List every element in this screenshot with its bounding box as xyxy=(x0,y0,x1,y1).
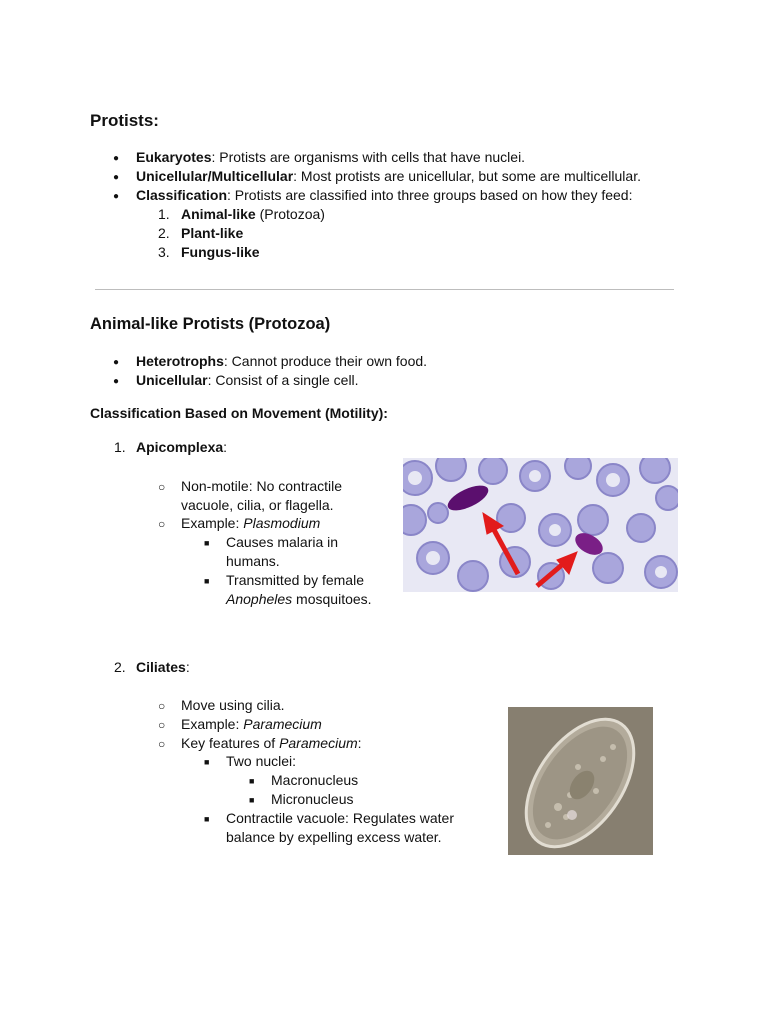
list-item-continued: balance by expelling excess water. xyxy=(226,829,442,845)
ciliates-title xyxy=(136,658,190,677)
list-item-continued: humans. xyxy=(226,553,280,569)
square-bullet-icon xyxy=(204,809,209,830)
example-name: Paramecium xyxy=(243,716,322,732)
term-classification: Classification xyxy=(136,187,228,203)
circle-bullet-icon xyxy=(158,477,165,497)
group-term: Plant-like xyxy=(181,225,244,241)
definition: : Most protists are unicellular, but some are multicellular. xyxy=(293,168,641,184)
colon: : xyxy=(357,735,362,751)
term-heterotrophs: Heterotrophs xyxy=(136,353,224,369)
bullet-icon xyxy=(113,148,119,169)
square-bullet-icon xyxy=(249,790,254,811)
term-apicomplexa: Apicomplexa xyxy=(136,439,224,455)
species-name: Anopheles xyxy=(226,591,293,607)
list-item: Macronucleus xyxy=(271,772,359,788)
list-item: Transmitted by female xyxy=(226,572,364,588)
circle-bullet-icon xyxy=(158,734,165,754)
example-name: Plasmodium xyxy=(243,515,321,531)
list-item xyxy=(136,352,427,371)
list-item xyxy=(181,224,243,243)
page-title: Protists: xyxy=(90,111,159,130)
list-item: Move using cilia. xyxy=(181,697,285,713)
bullet-icon xyxy=(113,167,119,188)
group-number: 1. xyxy=(158,206,170,222)
term-eukaryotes: Eukaryotes xyxy=(136,149,212,165)
list-item: Non-motile: No contractile xyxy=(181,478,343,494)
bullet-icon xyxy=(113,371,119,392)
list-item xyxy=(136,186,632,205)
list-item xyxy=(136,167,641,186)
square-bullet-icon xyxy=(204,571,209,592)
group-number: 2. xyxy=(158,225,170,241)
list-item-continued: vacuole, cilia, or flagella. xyxy=(181,497,334,513)
bullet-icon xyxy=(113,186,119,207)
list-item-continued xyxy=(226,590,372,609)
definition: : Protists are classified into three groups based on how they feed: xyxy=(227,187,633,203)
key-label: Key features of xyxy=(181,735,280,751)
item-number: 2. xyxy=(114,659,126,675)
list-item xyxy=(181,243,260,262)
square-bullet-icon xyxy=(249,771,254,792)
subsection-heading: Classification Based on Movement (Motility): xyxy=(90,405,388,421)
list-item xyxy=(181,514,320,533)
definition: : Cannot produce their own food. xyxy=(223,353,428,369)
term-ciliates: Ciliates xyxy=(136,659,186,675)
text: mosquitoes. xyxy=(292,591,372,607)
square-bullet-icon xyxy=(204,752,209,773)
list-item xyxy=(181,205,325,224)
square-bullet-icon xyxy=(204,533,209,554)
section-heading: Animal-like Protists (Protozoa) xyxy=(90,315,331,333)
list-item xyxy=(181,715,322,734)
circle-bullet-icon xyxy=(158,715,165,735)
definition: : Consist of a single cell. xyxy=(207,372,359,388)
section-divider xyxy=(95,289,674,290)
list-item: Contractile vacuole: Regulates water xyxy=(226,810,455,826)
circle-bullet-icon xyxy=(158,696,165,716)
list-item xyxy=(136,371,359,390)
list-item: Micronucleus xyxy=(271,791,354,807)
colon: : xyxy=(185,659,190,675)
list-item xyxy=(181,734,362,753)
example-label: Example: xyxy=(181,515,244,531)
apicomplexa-title xyxy=(136,438,227,457)
group-note: (Protozoa) xyxy=(255,206,325,222)
item-number: 1. xyxy=(114,439,126,455)
term-unicellular-multicellular: Unicellular/Multicellular xyxy=(136,168,294,184)
group-term: Fungus-like xyxy=(181,244,260,260)
term-unicellular: Unicellular xyxy=(136,372,208,388)
paramecium-image xyxy=(508,707,653,855)
definition: : Protists are organisms with cells that have nuclei. xyxy=(211,149,526,165)
list-item xyxy=(136,148,525,167)
group-number: 3. xyxy=(158,244,170,260)
colon: : xyxy=(223,439,228,455)
group-term: Animal-like xyxy=(181,206,256,222)
example-label: Example: xyxy=(181,716,244,732)
list-item: Two nuclei: xyxy=(226,753,297,769)
list-item: Causes malaria in xyxy=(226,534,339,550)
key-name: Paramecium xyxy=(279,735,358,751)
bullet-icon xyxy=(113,352,119,373)
plasmodium-blood-smear-image xyxy=(403,458,678,592)
circle-bullet-icon xyxy=(158,514,165,534)
